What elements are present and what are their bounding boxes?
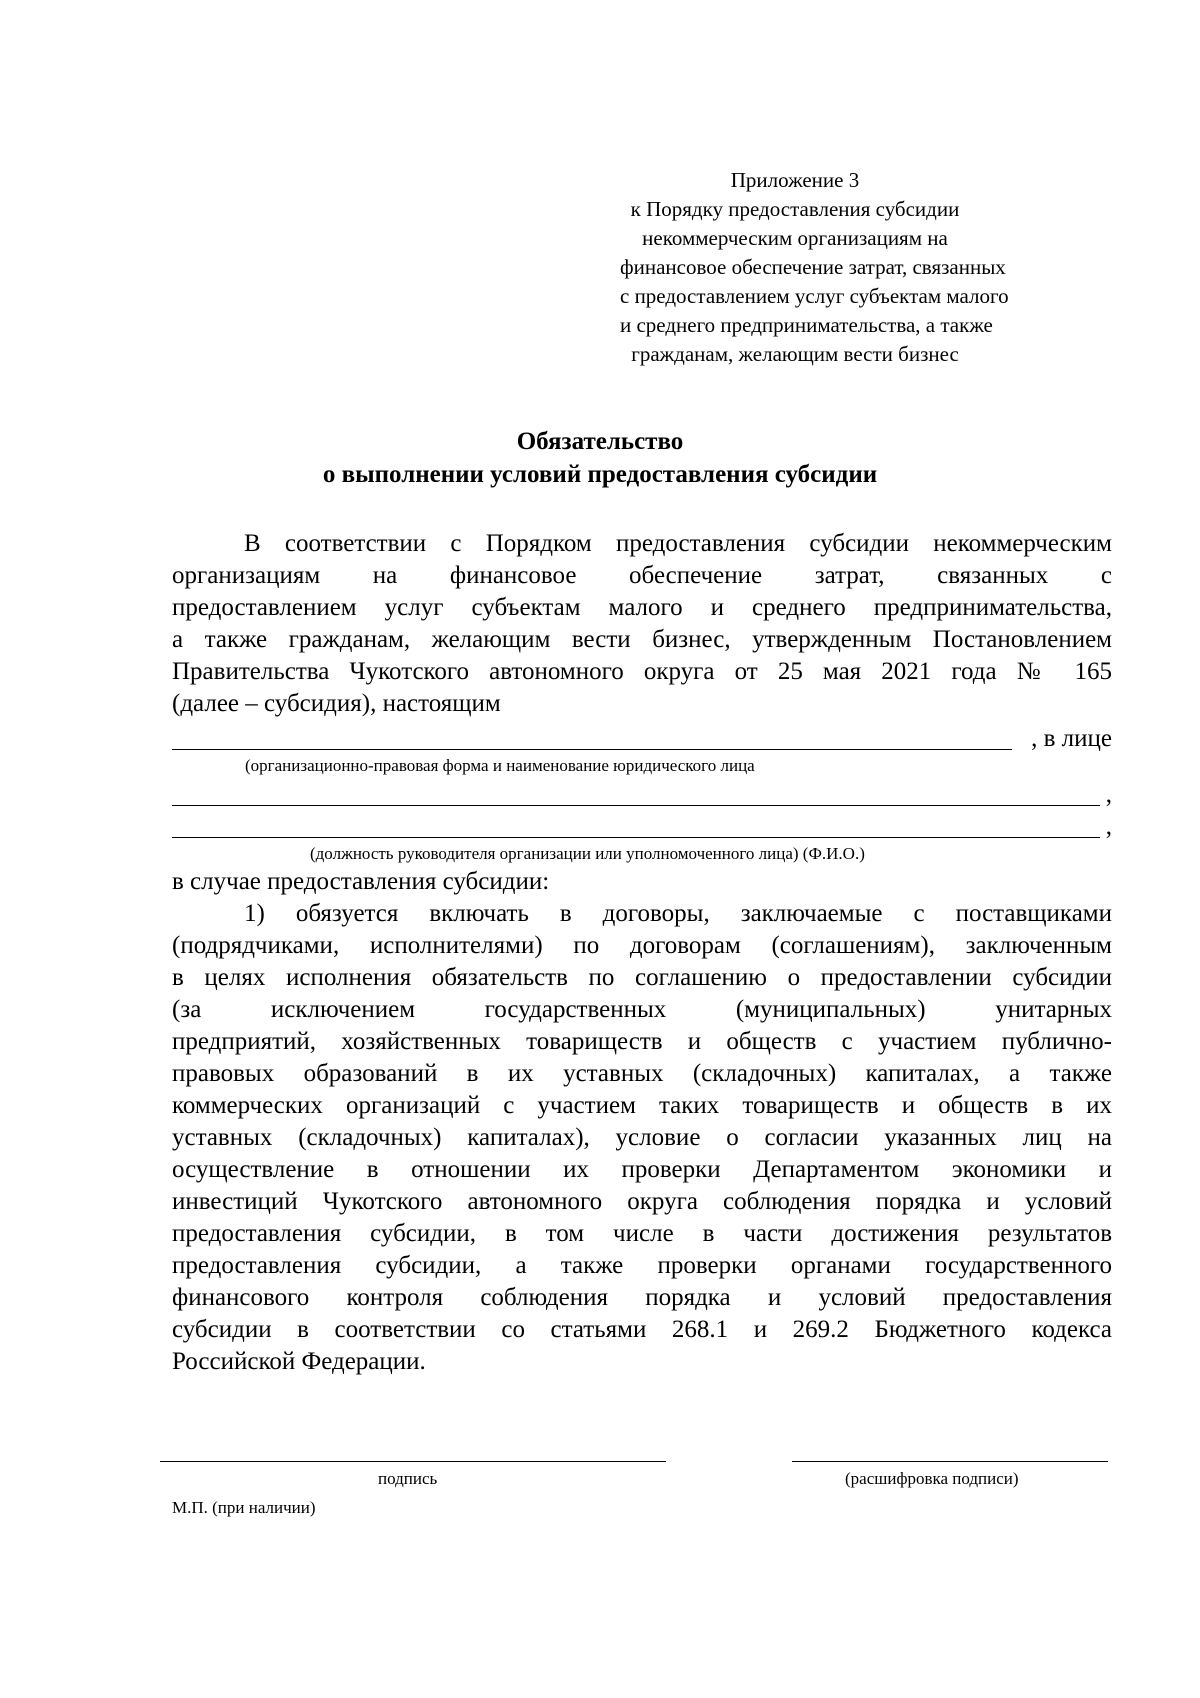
org-field-row — [172, 724, 1112, 754]
stamp-note: М.П. (при наличии) — [172, 1498, 316, 1517]
intro-line: (далее – субсидия), настоящим — [172, 690, 501, 717]
appendix-line: Приложение 3 — [730, 168, 860, 192]
full-name-field[interactable] — [172, 837, 1100, 838]
comma: , — [1105, 781, 1112, 808]
intro-line: Правительства Чукотского автономного округа от 25 мая 2021 года № 165 — [172, 658, 1112, 685]
obligation-line: (подрядчиками, исполнителями) по договорам (соглашениям), заключенным — [172, 932, 1112, 959]
appendix-line: некоммерческим организациям на — [642, 226, 948, 250]
intro-line: а также гражданам, желающим вести бизнес, утвержденным Постановлением — [172, 626, 1112, 653]
obligation-line: уставных (складочных) капиталах), условие о согласии указанных лиц на — [172, 1124, 1112, 1151]
org-name-field[interactable] — [172, 749, 1012, 750]
obligation-line: коммерческих организаций с участием таких товариществ и обществ в их — [172, 1092, 1112, 1119]
intro-line: предоставлением услуг субъектам малого и среднего предпринимательства, — [172, 594, 1112, 621]
appendix-line: и среднего предпринимательства, а также — [620, 313, 993, 337]
obligation-line: финансового контроля соблюдения порядка и условий предоставления — [172, 1284, 1112, 1311]
name-field-row — [172, 812, 1112, 842]
signature-field[interactable] — [160, 1461, 666, 1462]
document-title — [160, 425, 1040, 491]
obligation-line: инвестиций Чукотского автономного округа соблюдения порядка и условий — [172, 1188, 1112, 1215]
obligation-paragraph — [172, 898, 1112, 1378]
comma: , — [1105, 813, 1112, 840]
signature-caption: подпись — [378, 1469, 438, 1488]
appendix-line: к Порядку предоставления субсидии — [630, 197, 960, 221]
obligation-line: предоставления субсидии, а также проверки органами государственного — [172, 1252, 1112, 1279]
obligation-line: Российской Федерации. — [172, 1348, 426, 1375]
signature-decode-field[interactable] — [792, 1461, 1108, 1462]
org-caption: (организационно-правовая форма и наименование юридического лица — [245, 756, 755, 775]
appendix-line: финансовое обеспечение затрат, связанных — [620, 255, 1006, 279]
intro-line: организациям на финансовое обеспечение затрат, связанных с — [172, 562, 1112, 589]
obligation-line: субсидии в соответствии со статьями 268.1 и 269.2 Бюджетного кодекса — [172, 1316, 1112, 1343]
appendix-line: гражданам, желающим вести бизнес — [631, 342, 959, 366]
appendix-header — [620, 166, 1009, 369]
signature-decode-caption: (расшифровка подписи) — [845, 1469, 1019, 1488]
obligation-line: в целях исполнения обязательств по соглашению о предоставлении субсидии — [172, 964, 1112, 991]
person-caption: (должность руководителя организации или уполномоченного лица) (Ф.И.О.) — [310, 844, 865, 863]
intro-line: В соответствии с Порядком предоставления субсидии некоммерческим — [244, 530, 1112, 557]
position-field[interactable] — [172, 805, 1100, 806]
position-field-row — [172, 780, 1112, 810]
title-line-2: о выполнении условий предоставления субсидии — [322, 461, 878, 488]
obligation-line: предприятий, хозяйственных товариществ и обществ с участием публично- — [172, 1028, 1112, 1055]
obligation-line: предоставления субсидии, в том числе в части достижения результатов — [172, 1220, 1112, 1247]
obligation-line: 1) обязуется включать в договоры, заключаемые с поставщиками — [244, 900, 1112, 927]
title-line-1: Обязательство — [516, 428, 684, 455]
appendix-line: с предоставлением услуг субъектам малого — [620, 284, 1009, 308]
obligation-line: осуществление в отношении их проверки Департаментом экономики и — [172, 1156, 1112, 1183]
obligation-line: правовых образований в их уставных (складочных) капиталах, а также — [172, 1060, 1112, 1087]
case-line: в случае предоставления субсидии: — [172, 868, 550, 895]
obligation-line: (за исключением государственных (муниципальных) унитарных — [172, 996, 1112, 1023]
in-person-text: , в лице — [1031, 725, 1112, 752]
intro-paragraph — [172, 528, 1112, 720]
